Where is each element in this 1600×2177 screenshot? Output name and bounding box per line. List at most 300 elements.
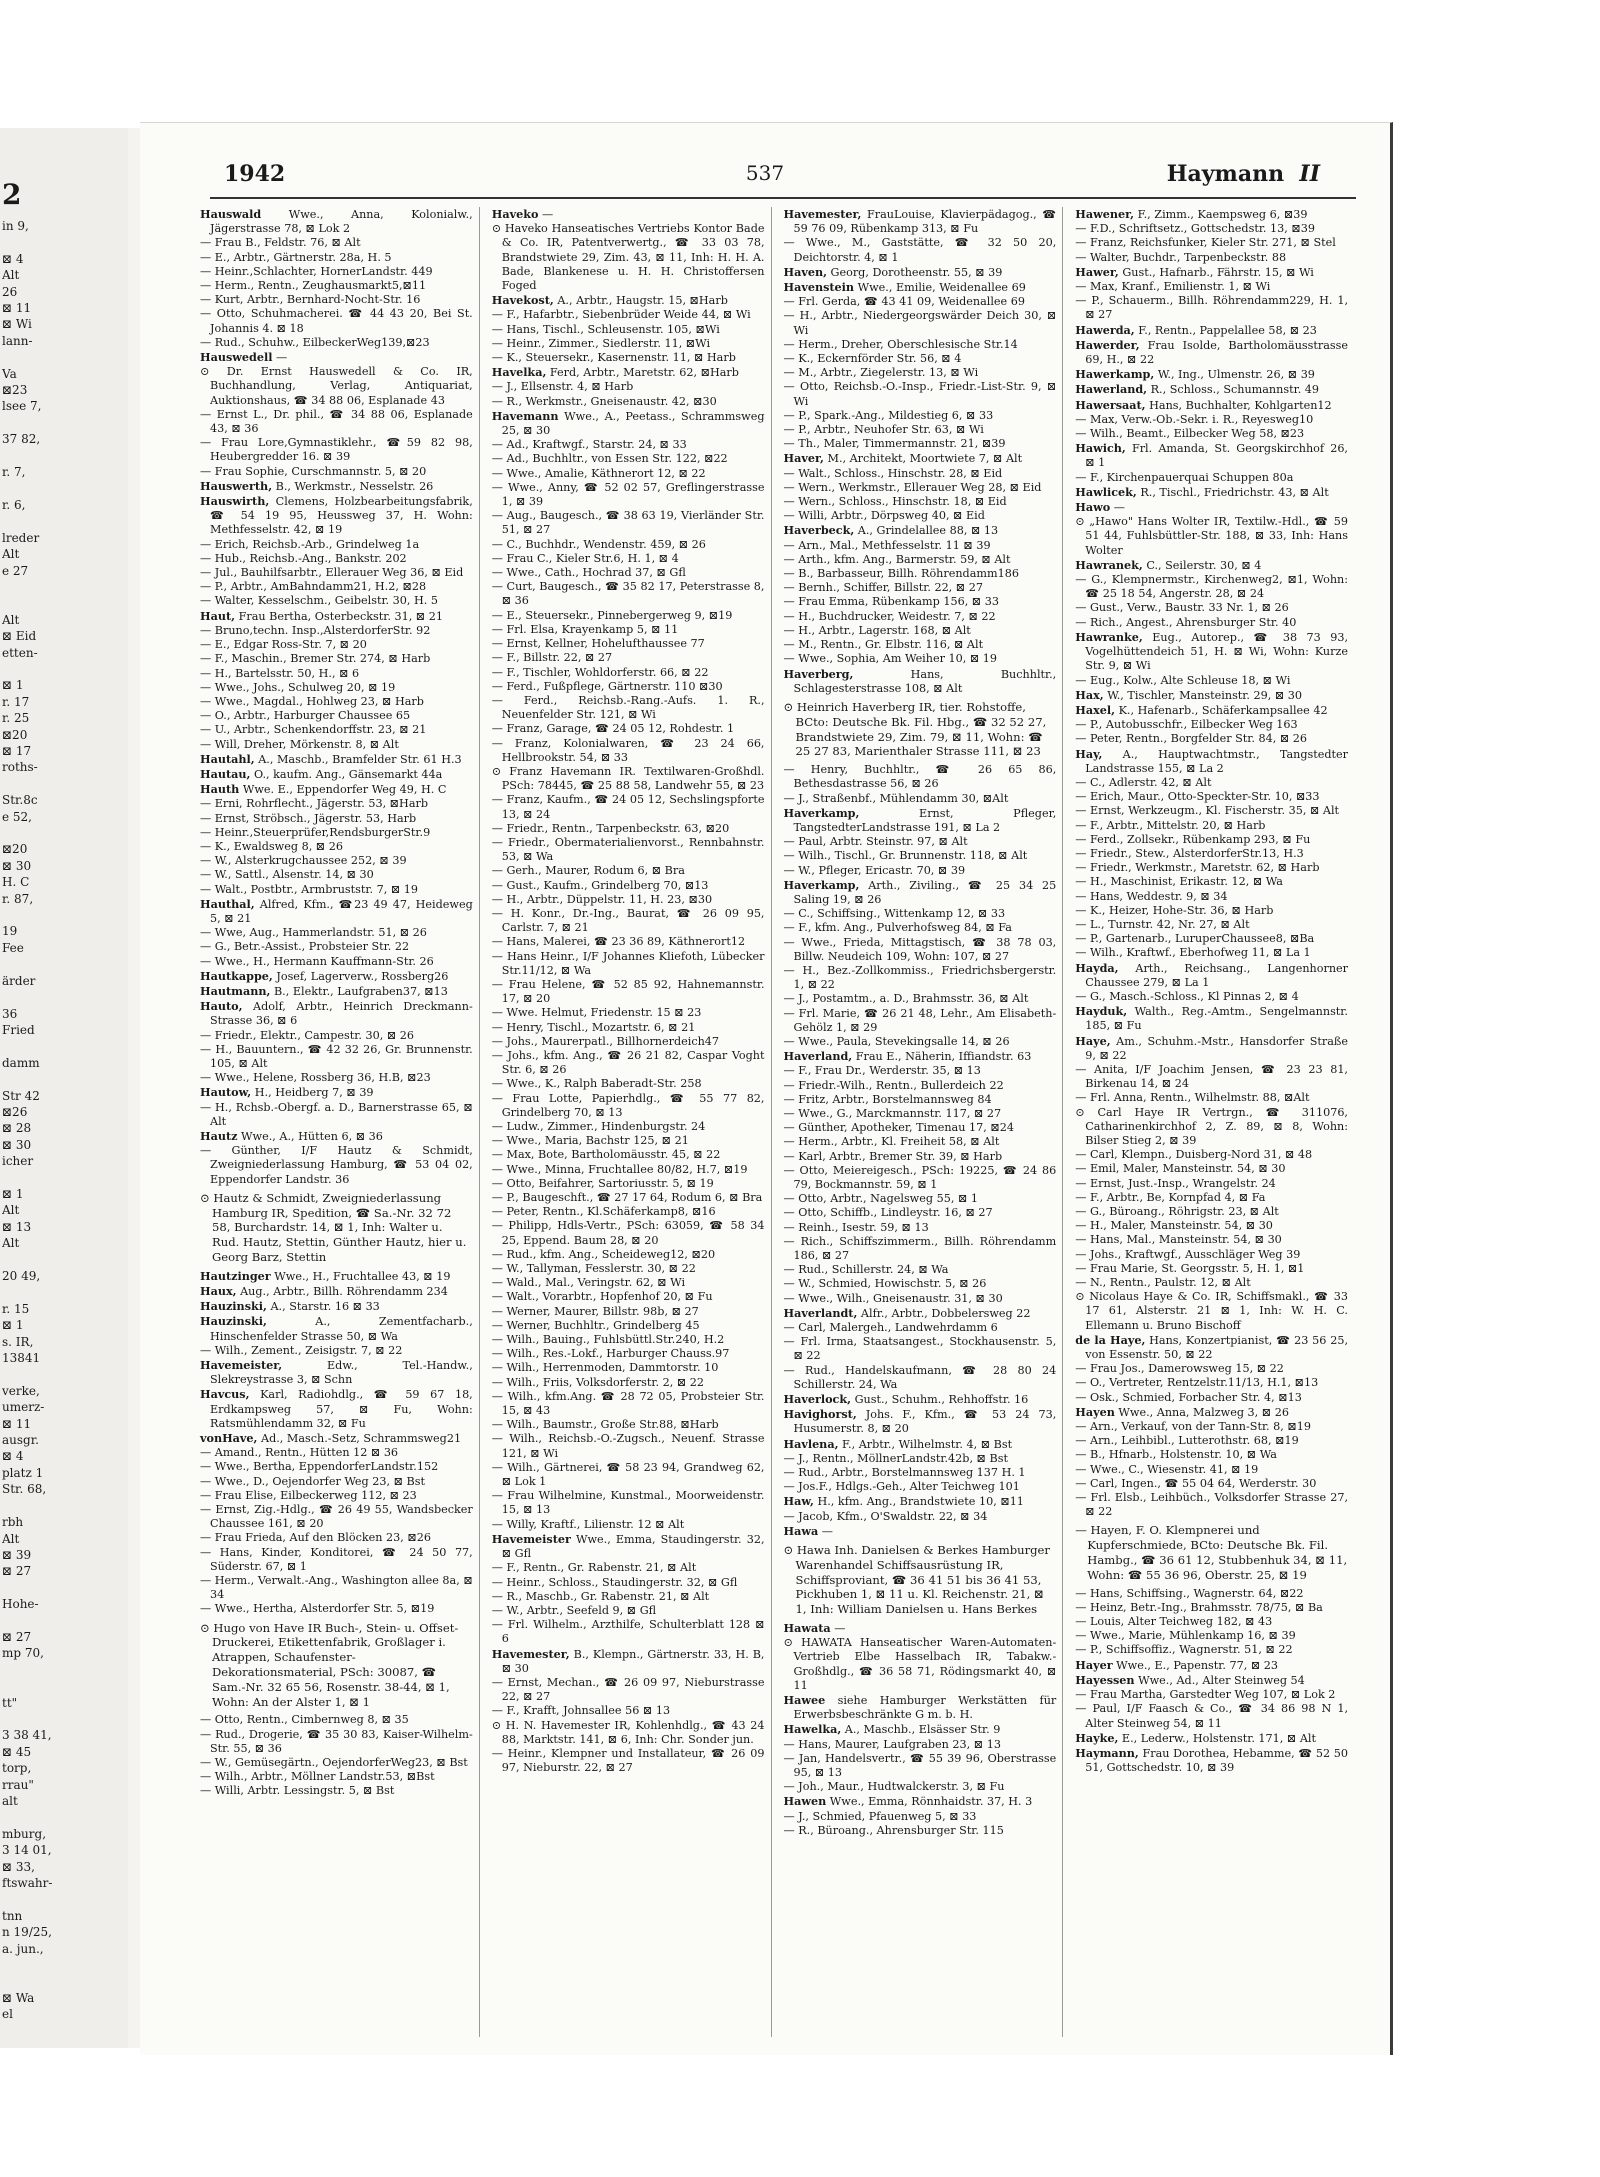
edge-fragment: Va	[2, 366, 17, 381]
entry-text: — Hans, Weddestr. 9, ⊠ 34	[1075, 889, 1228, 903]
entry-text: — P., Schiffsoffiz., Wagnerstr. 51, ⊠ 22	[1075, 1643, 1293, 1657]
directory-entry	[784, 1810, 1057, 1824]
directory-entry	[492, 467, 765, 481]
edge-fragment: tnn	[2, 1908, 23, 1923]
entry-surname: Haverlandt,	[783, 1305, 858, 1320]
entry-text: — Erich, Reichsb.-Arb., Grindelweg 1a	[200, 537, 420, 551]
entry-text: — K., Ewaldsweg 8, ⊠ 26	[200, 839, 343, 853]
entry-text: — Rud., Arbtr., Borstelmannsweg 137 H. 1	[783, 1466, 1026, 1480]
entry-text: — G., Betr.-Assist., Probsteier Str. 22	[200, 940, 410, 954]
edge-fragment: tt"	[2, 1695, 18, 1710]
entry-text: — Heinr., Klempner und Installateur, ☎ 26 09 97, Nieburstr. 22, ⊠ 27	[491, 1746, 765, 1775]
edge-fragment: ⊠ 33,	[2, 1859, 35, 1874]
edge-fragment: s. IR,	[2, 1334, 34, 1349]
directory-entry	[784, 792, 1057, 806]
directory-entry	[492, 1262, 765, 1276]
directory-entry	[200, 926, 473, 940]
entry-text: — Wilh., Beamt., Eilbecker Weg 58, ⊠23	[1075, 427, 1305, 441]
edge-fragment	[2, 448, 126, 464]
entry-text: Wwe., H., Fruchtallee 43, ⊠ 19	[274, 1269, 451, 1283]
entry-text: Alfr., Arbtr., Dobbelersweg 22	[860, 1306, 1031, 1320]
entry-text: — F., Tischler, Wohldorferstr. 66, ⊠ 22	[491, 665, 709, 679]
entry-text: — Hans, Maurer, Laufgraben 23, ⊠ 13	[783, 1737, 1001, 1751]
directory-entry	[200, 1446, 473, 1460]
directory-entry	[784, 1221, 1057, 1235]
entry-surname: Haut,	[200, 608, 236, 623]
entry-surname: Hautmann,	[200, 983, 271, 998]
edge-fragment: ⊠20	[2, 842, 28, 857]
directory-entry	[492, 1704, 765, 1718]
edge-fragment: r. 87,	[2, 891, 34, 906]
entry-text: A., Maschb., Elsässer Str. 9	[844, 1723, 1001, 1737]
edge-fragment: Str. 68,	[2, 1482, 47, 1497]
edge-fragment: ⊠ 1	[2, 1318, 24, 1333]
directory-entry	[200, 854, 473, 868]
directory-surname-entry	[200, 494, 473, 538]
directory-entry	[1075, 1091, 1348, 1105]
directory-entry	[200, 1574, 473, 1602]
directory-entry	[492, 609, 765, 623]
entry-surname: Haver,	[783, 451, 824, 466]
directory-surname-entry	[784, 451, 1057, 466]
entry-surname: Hawa	[783, 1523, 819, 1538]
entry-text: — Ernst, Mechan., ☎ 26 09 97, Nieburstrasse 22, ⊠ 27	[491, 1675, 765, 1704]
entry-text: Frau Isolde, Bartholomäusstrasse 69, H., ⊠ 22	[1085, 338, 1348, 367]
directory-entry	[784, 423, 1057, 437]
entry-text: — Wwe., G., Marckmannstr. 117, ⊠ 27	[783, 1106, 1002, 1120]
directory-entry	[492, 1120, 765, 1134]
entry-text: — Wwe., Minna, Fruchtallee 80/82, H.7, ⊠19	[491, 1162, 748, 1176]
entry-text: — Rich., Schiffszimmerm., Billh. Röhrendamm 186, ⊠ 27	[783, 1234, 1057, 1262]
entry-text: B., Klempn., Gärtnerstr. 33, H. B, ⊠ 30	[501, 1647, 765, 1675]
directory-entry	[784, 1452, 1057, 1466]
directory-surname-entry	[1075, 323, 1348, 338]
entry-text: —	[541, 208, 554, 221]
entry-surname: Hawo	[1075, 500, 1111, 515]
entry-text: Eug., Autorep., ☎ 38 73 93, Vogelhüttendeich 51, H. ⊠ Wi, Wohn: Kurze Str. 9, ⊠ Wi	[1085, 630, 1348, 673]
edge-fragment	[2, 907, 126, 923]
entry-text: — Wwe., M., Gaststätte, ☎ 32 50 20, Deichtorstr. 4, ⊠ 1	[783, 236, 1057, 264]
directory-entry	[784, 1093, 1057, 1107]
entry-surname: Hauthal,	[200, 896, 255, 911]
directory-entry	[1075, 918, 1348, 932]
entry-text: — Wwe., Hertha, Alsterdorfer Str. 5, ⊠19	[200, 1602, 435, 1616]
entry-surname: Hautzinger	[200, 1268, 271, 1283]
entry-text: —	[276, 351, 288, 365]
entry-text: — Louis, Alter Teichweg 182, ⊠ 43	[1075, 1615, 1273, 1629]
entry-text: O., kaufm. Ang., Gänsemarkt 44a	[253, 767, 443, 781]
edge-fragment: platz 1	[2, 1465, 44, 1480]
edge-fragment	[2, 1580, 126, 1596]
entry-surname: Havekost,	[491, 293, 554, 308]
entry-text: — E., Edgar Ross-Str. 7, ⊠ 20	[200, 638, 367, 652]
entry-text: R., Schloss., Schumannstr. 49	[1150, 383, 1320, 397]
entry-surname: Haymann,	[1075, 1745, 1139, 1760]
entry-text: — P., Spark.-Ang., Mildestieg 6, ⊠ 33	[783, 408, 994, 422]
entry-surname: Hawerkamp,	[1075, 367, 1155, 382]
directory-surname-entry	[784, 1407, 1057, 1436]
directory-entry	[784, 509, 1057, 523]
entry-text: Georg, Dorotheenstr. 55, ⊠ 39	[830, 265, 1003, 279]
entry-text: — Carl, Klempn., Duisberg-Nord 31, ⊠ 48	[1075, 1148, 1313, 1162]
entry-text: —	[834, 1622, 846, 1636]
edge-fragment: Alt	[2, 1236, 20, 1251]
directory-column-2	[486, 207, 772, 2037]
directory-surname-entry	[1075, 207, 1348, 222]
entry-text: — Max, Verw.-Ob.-Sekr. i. R., Reyesweg10	[1075, 412, 1314, 426]
directory-entry	[492, 1049, 765, 1077]
directory-surname-entry	[1075, 1405, 1348, 1420]
entry-surname: Havemeister	[491, 1531, 571, 1546]
directory-entry	[784, 1636, 1057, 1693]
entry-surname: Hayda,	[1075, 960, 1119, 975]
directory-entry	[1075, 833, 1348, 847]
entry-text: — Paul, I/F Faasch & Co., ☎ 34 86 98 N 1, Alter Steinweg 54, ⊠ 11	[1075, 1702, 1348, 1730]
directory-entry	[784, 1292, 1057, 1306]
entry-text: — Carl, Ingen., ☎ 55 04 64, Werderstr. 30	[1075, 1476, 1317, 1490]
entry-surname: Hauto,	[200, 999, 243, 1014]
entry-text: — Amand., Rentn., Hütten 12 ⊠ 36	[200, 1446, 399, 1460]
entry-text: A., Starstr. 16 ⊠ 33	[270, 1300, 380, 1314]
entry-text: — Franz, Kolonialwaren, ☎ 23 24 66, Hellbrookstr. 54, ⊠ 33	[491, 736, 765, 764]
entry-text: Wwe., Ad., Alter Steinweg 54	[1138, 1673, 1305, 1687]
entry-text: —	[1113, 501, 1125, 515]
edge-fragment: roths-	[2, 760, 38, 775]
entry-text: K., Hafenarb., Schäferkampsallee 42	[1118, 703, 1328, 717]
edge-fragment	[2, 825, 126, 841]
entry-surname: Hauzinski,	[200, 1314, 267, 1329]
entry-text: — Arn., Leihbibl., Lutterothstr. 68, ⊠19	[1075, 1434, 1299, 1448]
directory-entry	[200, 594, 473, 608]
entry-text: Aug., Arbtr., Billh. Röhrendamm 234	[240, 1285, 448, 1298]
entry-text: — Carl, Malergeh., Landwehrdamm 6	[783, 1321, 998, 1335]
entry-surname: Haverkamp,	[783, 805, 860, 820]
directory-entry	[492, 1432, 765, 1460]
directory-surname-entry	[200, 1085, 473, 1100]
entry-text: — E., Arbtr., Gärtnerstr. 28a, H. 5	[200, 250, 392, 264]
entry-text: — H. Konr., Dr.-Ing., Baurat, ☎ 26 09 95, Carlstr. 7, ⊠ 21	[491, 906, 765, 935]
directory-entry	[492, 907, 765, 935]
directory-entry	[1075, 875, 1348, 889]
entry-text: W., Tischler, Mansteinstr. 29, ⊠ 30	[1107, 688, 1303, 702]
entry-surname: Havighorst,	[783, 1407, 857, 1422]
entry-text: — P., Arbtr., Neuhofer Str. 63, ⊠ Wi	[783, 423, 984, 437]
directory-surname-entry	[784, 280, 1057, 295]
entry-text: — Frau Frieda, Auf den Blöcken 23, ⊠26	[200, 1531, 431, 1545]
directory-surname-entry	[784, 1794, 1057, 1809]
entry-text: — Frau Martha, Garstedter Weg 107, ⊠ Lok 2	[1075, 1688, 1336, 1702]
entry-text: — Th., Maler, Timmermannstr. 21, ⊠39	[783, 437, 1006, 451]
entry-text: — Frau Wilhelmine, Kunstmal., Moorweidenstr. 15, ⊠ 13	[491, 1489, 765, 1517]
directory-entry	[200, 552, 473, 566]
entry-surname: Haux,	[200, 1284, 237, 1298]
edge-fragment: e 52,	[2, 809, 32, 824]
entry-text: — O., Vertreter, Rentzelstr.11/13, H.1, ⊠13	[1075, 1376, 1319, 1390]
entry-text: — Herm., Rentn., Zeughausmarkt5,⊠11	[200, 279, 427, 293]
edge-fragment: ⊠ 30	[2, 1137, 32, 1152]
entry-text: — Wwe., Maria, Bachstr 125, ⊠ 21	[491, 1134, 689, 1148]
edge-fragment: e 27	[2, 563, 29, 578]
directory-entry	[492, 1747, 765, 1775]
directory-entry	[1075, 1615, 1348, 1629]
directory-entry	[200, 681, 473, 695]
directory-entry	[784, 1235, 1057, 1263]
directory-entry	[200, 638, 473, 652]
entry-text: — J., Schmied, Pfauenweg 5, ⊠ 33	[783, 1809, 977, 1823]
running-head	[1167, 161, 1320, 187]
directory-entry	[200, 840, 473, 854]
edge-fragment: Alt	[2, 268, 20, 283]
edge-fragment: Str 42	[2, 1088, 40, 1103]
directory-entry	[492, 1290, 765, 1304]
edge-fragment: ärder	[2, 973, 36, 988]
entry-text: — Frl. Irma, Staatsangest., Stockhausenstr. 5, ⊠ 22	[783, 1335, 1057, 1363]
edge-fragment	[2, 1498, 126, 1514]
display-advertisement-entry: ⊙ Hawa Inh. Danielsen & Berkes Hamburger Warenhandel Schiffsausrüstung IR, Schiffsproviant, ☎ 36 41 51 bis 36 41 53, Pickhuben 1, ⊠ 11 u. Kl. Reichenstr. 21, ⊠ 1, Inh: William Danielsen u. Hans Berkes	[783, 1543, 1050, 1617]
entry-text: — F., kfm. Ang., Pulverhofsweg 84, ⊠ Fa	[783, 921, 1012, 935]
entry-text: — J., Straßenbf., Mühlendamm 30, ⊠Alt	[783, 791, 1009, 805]
directory-entry	[784, 907, 1057, 921]
entry-text: — F., Arbtr., Be, Kornpfad 4, ⊠ Fa	[1075, 1190, 1266, 1204]
entry-text: — J., Ellsenstr. 4, ⊠ Harb	[491, 380, 634, 394]
edge-fragment: ⊠26	[2, 1104, 28, 1119]
entry-text: Adolf, Arbtr., Heinrich Dreckmann-Strasse 36, ⊠ 6	[210, 1000, 473, 1028]
directory-entry	[784, 992, 1057, 1006]
directory-entry	[200, 624, 473, 638]
directory-entry	[200, 1602, 473, 1616]
edge-fragment	[2, 1973, 126, 1989]
entry-text: — Arth., kfm. Ang., Barmerstr. 59, ⊠ Alt	[783, 552, 1011, 566]
entry-text: Edw., Tel.-Handw., Slekreystrasse 3, ⊠ Schn	[210, 1359, 473, 1387]
directory-entry	[492, 323, 765, 337]
directory-entry	[1075, 1491, 1348, 1519]
directory-entry	[784, 539, 1057, 553]
directory-entry	[1075, 1688, 1348, 1702]
directory-surname-entry	[1075, 367, 1348, 382]
directory-entry	[200, 940, 473, 954]
entry-text: — Joh., Maur., Hudtwalckerstr. 3, ⊠ Fu	[783, 1780, 1005, 1794]
page-number: 537	[745, 161, 785, 185]
directory-entry	[784, 309, 1057, 337]
entry-text: F., Zimm., Kaempsweg 6, ⊠39	[1137, 208, 1308, 221]
entry-text: — H., Bartelsstr. 50, H., ⊠ 6	[200, 666, 360, 680]
entry-text: Ad., Masch.-Setz, Schrammsweg21	[261, 1432, 462, 1446]
directory-entry	[1075, 1463, 1348, 1477]
edge-fragment: H. C	[2, 875, 30, 890]
directory-entry	[492, 1676, 765, 1704]
directory-entry	[200, 1770, 473, 1784]
entry-text: ⊙ Dr. Ernst Hauswedell & Co. IR, Buchhandlung, Verlag, Antiquariat, Auktionshaus, ☎ 34 88 06, Esplanade 43	[200, 365, 473, 407]
directory-entry	[200, 1546, 473, 1574]
entry-text: Arth., Reichsang., Langenhorner Chaussee 279, ⊠ La 1	[1085, 961, 1348, 989]
entry-text: — Reinh., Isestr. 59, ⊠ 13	[783, 1220, 929, 1234]
entry-text: — F., Kirchenpauerquai Schuppen 80a	[1075, 470, 1294, 484]
entry-text: — Hans, Kinder, Konditorei, ☎ 24 50 77, Süderstr. 67, ⊠ 1	[200, 1545, 473, 1573]
entry-text: — H., Rchsb.-Obergf. a. D., Barnerstrasse 65, ⊠ Alt	[200, 1100, 473, 1128]
entry-text: — Hans, Mal., Mansteinstr. 54, ⊠ 30	[1075, 1233, 1282, 1247]
entry-text: — Rud., Schuhw., EilbeckerWeg139,⊠23	[200, 335, 430, 349]
directory-entry	[200, 1475, 473, 1489]
entry-text: — Arn., Verkauf, von der Tann-Str. 8, ⊠19	[1075, 1420, 1312, 1434]
directory-entry	[200, 1043, 473, 1071]
entry-text: — Walter, Buchdr., Tarpenbeckstr. 88	[1075, 250, 1287, 264]
entry-text: — Henry, Tischl., Mozartstr. 6, ⊠ 21	[491, 1020, 696, 1034]
entry-text: — Erich, Maur., Otto-Speckter-Str. 10, ⊠33	[1075, 790, 1320, 804]
edge-fragment	[2, 1891, 126, 1907]
edge-fragment: torp,	[2, 1761, 32, 1776]
directory-entry	[492, 1191, 765, 1205]
entry-surname: Hauswerth,	[200, 478, 273, 493]
entry-text: — Wern., Schloss., Hinschstr. 18, ⊠ Eid	[783, 495, 1007, 509]
entry-text: — Gerh., Maurer, Rodum 6, ⊠ Bra	[491, 864, 685, 878]
entry-text: — F., Krafft, Johnsallee 56 ⊠ 13	[491, 1704, 671, 1718]
entry-text: Clemens, Holzbearbeitungsfabrik, ☎ 54 19 95, Heussweg 37, H. Wohn: Methfesselstr. 42, ⊠ 19	[210, 495, 473, 537]
entry-text: — Willi, Arbtr. Lessingstr. 5, ⊠ Bst	[200, 1784, 395, 1798]
directory-entry	[1075, 1643, 1348, 1657]
entry-surname: Hauswirth,	[200, 494, 270, 509]
entry-text: — Friedr., Obermaterialienvorst., Rennbahnstr. 53, ⊠ Wa	[491, 835, 765, 864]
edge-fragment: ⊠ 45	[2, 1744, 32, 1759]
directory-entry	[492, 1305, 765, 1319]
entry-surname: Hautau,	[200, 766, 251, 781]
entry-text: — Rud., kfm. Ang., Scheideweg12, ⊠20	[491, 1247, 716, 1261]
entry-text: Wwe., A., Hütten 6, ⊠ 36	[241, 1130, 383, 1143]
entry-text: — Paul, Arbtr. Steinstr. 97, ⊠ Alt	[783, 835, 968, 849]
entry-text: Karl, Radiohdlg., ☎ 59 67 18, Erdkampsweg 57, ⊠ Fu, Wohn: Ratsmühlendamm 32, ⊠ Fu	[210, 1388, 473, 1430]
entry-text: — Max, Kranf., Emilienstr. 1, ⊠ Wi	[1075, 280, 1271, 294]
directory-entry	[1075, 280, 1348, 294]
entry-text: — Frau Jos., Damerowsweg 15, ⊠ 22	[1075, 1362, 1284, 1376]
edge-fragment: ⊠ 1	[2, 1186, 24, 1201]
directory-entry	[1075, 847, 1348, 861]
directory-entry	[1075, 1248, 1348, 1262]
entry-text: ⊙ Franz Havemann IR. Textilwaren-Großhdl. PSch: 78445, ☎ 25 88 58, Landwehr 55, ⊠ 23	[491, 764, 765, 793]
entry-surname: Hawranke,	[1075, 629, 1143, 644]
entry-text: — Wwe., Amalie, Käthnerort 12, ⊠ 22	[491, 466, 706, 480]
entry-text: Gust., Hafnarb., Fährstr. 15, ⊠ Wi	[1122, 265, 1314, 279]
entry-text: — Fritz, Arbtr., Borstelmannsweg 84	[783, 1092, 992, 1106]
directory-surname-entry	[1075, 1004, 1348, 1033]
entry-text: FrauLouise, Klavierpädagog., ☎ 59 76 09, Rübenkamp 313, ⊠ Fu	[793, 208, 1057, 236]
directory-entry	[492, 722, 765, 736]
directory-entry	[784, 1121, 1057, 1135]
entry-surname: Hawerda,	[1075, 322, 1135, 337]
directory-surname-entry	[1075, 1034, 1348, 1063]
entry-surname: Hayessen	[1075, 1672, 1135, 1687]
entry-text: — Wilh., Herrenmoden, Dammtorstr. 10	[491, 1361, 719, 1375]
directory-entry	[492, 1163, 765, 1177]
entry-surname: Hayduk,	[1075, 1004, 1128, 1019]
entry-surname: Hawee	[783, 1693, 826, 1708]
directory-surname-entry	[200, 1129, 473, 1144]
entry-text: Wwe., Emma, Staudingerstr. 32, ⊠ Gfl	[501, 1532, 765, 1561]
entry-text: — J., Rentn., MöllnerLandstr.42b, ⊠ Bst	[783, 1451, 1008, 1465]
entry-text: Am., Schuhm.-Mstr., Hansdorfer Straße 9, ⊠ 22	[1085, 1034, 1348, 1062]
edge-fragment	[2, 1170, 126, 1186]
directory-entry	[492, 864, 765, 878]
directory-entry	[492, 1590, 765, 1604]
directory-entry	[784, 1107, 1057, 1121]
entry-text: — Wilh., Kraftwf., Eberhofweg 11, ⊠ La 1	[1075, 946, 1311, 960]
entry-text: — Heinz, Betr.-Ing., Brahmsstr. 78/75, ⊠ Ba	[1075, 1600, 1323, 1614]
directory-entry	[200, 709, 473, 723]
entry-text: — Otto, Reichsb.-O.-Insp., Friedr.-List-Str. 9, ⊠ Wi	[783, 380, 1057, 408]
directory-entry	[784, 763, 1057, 791]
directory-entry	[200, 293, 473, 307]
directory-surname-entry	[784, 1392, 1057, 1407]
directory-surname-entry	[200, 1314, 473, 1343]
directory-entry	[784, 1335, 1057, 1363]
edge-fragment: Str.8c	[2, 793, 38, 808]
directory-entry	[784, 581, 1057, 595]
entry-surname: Hayer	[1075, 1657, 1113, 1672]
entry-text: — Frau Lotte, Papierhdlg., ☎ 55 77 82, Grindelberg 70, ⊠ 13	[491, 1091, 765, 1119]
directory-entry	[1075, 1434, 1348, 1448]
directory-entry	[200, 251, 473, 265]
entry-surname: Havlena,	[783, 1436, 839, 1451]
edge-fragment: r. 15	[2, 1301, 30, 1316]
entry-surname: Haverbeck,	[783, 523, 855, 538]
entry-text: — Wilh., Bauing., Fuhlsbüttl.Str.240, H.2	[491, 1333, 725, 1347]
directory-surname-entry	[784, 667, 1057, 696]
entry-text: — P., Autobusschfr., Eilbecker Weg 163	[1075, 718, 1298, 732]
edge-fragment: ⊠ 1	[2, 678, 24, 693]
directory-surname-entry	[1075, 558, 1348, 573]
directory-surname-entry	[492, 409, 765, 438]
directory-surname-entry	[784, 207, 1057, 236]
edge-fragment: ⊠ 13	[2, 1219, 32, 1234]
edge-fragment: lreder	[2, 530, 40, 545]
edge-fragment: Alt	[2, 1531, 20, 1546]
directory-surname-entry	[1075, 1333, 1348, 1362]
entry-text: Hans, Konzertpianist, ☎ 23 56 25, von Essenstr. 50, ⊠ 22	[1085, 1333, 1348, 1362]
entry-text: — Franz, Garage, ☎ 24 05 12, Rohdestr. 1	[491, 722, 735, 736]
directory-entry	[1075, 1205, 1348, 1219]
directory-surname-entry	[200, 897, 473, 926]
directory-entry	[200, 538, 473, 552]
entry-text: — Wwe, Aug., Hammerlandstr. 51, ⊠ 26	[200, 926, 427, 940]
entry-text: — Wilh., Res.-Lokf., Harburger Chauss.97	[491, 1347, 730, 1361]
edge-fragment: n 19/25,	[2, 1925, 52, 1940]
directory-entry	[200, 1503, 473, 1531]
directory-entry	[784, 1321, 1057, 1335]
entry-text: — Will, Dreher, Mörkenstr. 8, ⊠ Alt	[200, 737, 399, 751]
directory-surname-entry	[200, 767, 473, 782]
previous-page-number-fragment: 2	[2, 178, 22, 211]
directory-entry	[492, 452, 765, 466]
directory-entry	[1075, 804, 1348, 818]
edge-fragment: etten-	[2, 645, 38, 660]
entry-text: — Gust., Kaufm., Grindelberg 70, ⊠13	[491, 878, 709, 892]
entry-text: — J., Postamtm., a. D., Brahmsstr. 36, ⊠ Alt	[783, 992, 1029, 1006]
directory-entry	[784, 849, 1057, 863]
entry-surname: Hautahl,	[200, 751, 255, 766]
directory-entry	[492, 793, 765, 821]
entry-surname: Haverberg,	[783, 666, 854, 681]
entry-text: — M., Rentn., Gr. Elbstr. 116, ⊠ Alt	[783, 638, 984, 652]
running-head-volume: II	[1299, 161, 1320, 187]
entry-text: Alfred, Kfm., ☎23 49 47, Heideweg 5, ⊠ 21	[210, 897, 473, 925]
edge-fragment	[2, 1038, 126, 1054]
directory-entry	[492, 538, 765, 552]
entry-text: H., kfm. Ang., Brandstwiete 10, ⊠11	[817, 1495, 1024, 1509]
directory-entry	[200, 883, 473, 897]
directory-entry	[784, 553, 1057, 567]
directory-entry	[200, 723, 473, 737]
directory-entry	[1075, 1448, 1348, 1462]
directory-surname-entry	[784, 878, 1057, 907]
entry-text: — Walter, Kesselschm., Geibelstr. 30, H. 5	[200, 594, 439, 608]
